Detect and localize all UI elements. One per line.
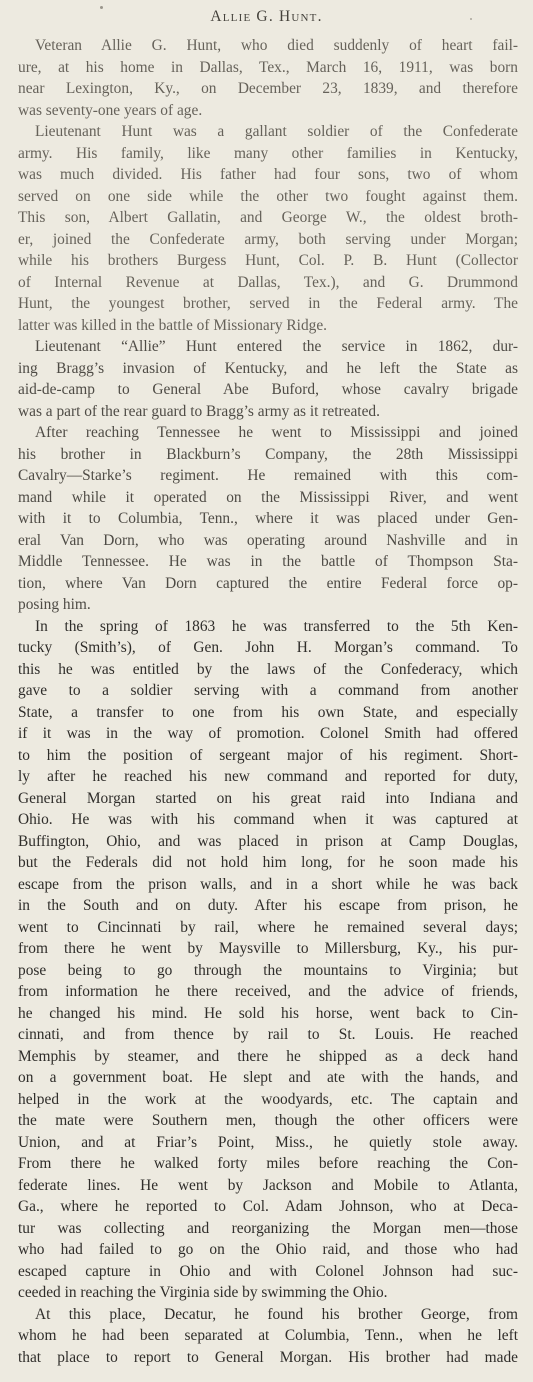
text-line: was much divided. His father had four sons, two of whom xyxy=(18,166,518,183)
text-line: tucky (Smith’s), of Gen. John H. Morgan’s command. To xyxy=(18,639,518,656)
text-line: with it to Columbia, Tenn., where it was placed under Gen- xyxy=(18,510,518,527)
text-line: Hunt, the youngest brother, served in the Federal army. The xyxy=(18,295,518,312)
text-line: he changed his mind. He sold his horse, went back to Cin- xyxy=(18,1004,518,1022)
text-line: whom he had been separated at Columbia, Tenn., when he left xyxy=(18,1327,518,1344)
text-line: was seventy-one years of age. xyxy=(18,101,203,119)
text-line: escape from the prison walls, and in a short while he was back xyxy=(18,875,518,893)
text-line: Ga., where he reported to Col. Adam Johnson, who at Deca- xyxy=(18,1198,518,1215)
text-line: on a government boat. He slept and ate with the hands, and xyxy=(18,1069,518,1086)
text-line: posing him. xyxy=(18,596,91,613)
text-line: At this place, Decatur, he found his brother George, from xyxy=(35,1305,518,1323)
text-line: In the spring of 1863 he was transferred to the 5th Ken- xyxy=(35,617,518,635)
text-line: gave to a soldier serving with a command from another xyxy=(18,682,518,699)
text-line: to him the position of sergeant major of his regiment. Short- xyxy=(18,746,518,764)
text-line: but the Federals did not hold him long, for he soon made his xyxy=(18,854,518,871)
text-line: tion, where Van Dorn captured the entire Federal force op- xyxy=(18,574,518,592)
text-line: was a part of the rear guard to Bragg’s army as it retreated. xyxy=(18,402,380,420)
text-line: ing Bragg’s invasion of Kentucky, and he left the State as xyxy=(18,359,518,377)
text-line: Memphis by steamer, and there he shipped as a deck hand xyxy=(18,1047,518,1065)
text-line: This son, Albert Gallatin, and George W., the oldest broth- xyxy=(18,209,518,226)
text-line: ure, at his home in Dallas, Tex., March 16, 1911, was born xyxy=(18,58,518,76)
text-line: helped in the work at the woodyards, etc. The captain and xyxy=(18,1090,518,1108)
paragraph xyxy=(18,35,518,121)
text-line: this he was entitled by the laws of the Confederacy, which xyxy=(18,660,518,678)
text-line: After reaching Tennessee he went to Mississippi and joined xyxy=(35,424,518,441)
text-line: from information he there received, and the advice of friends, xyxy=(18,983,518,1000)
text-line: Buffington, Ohio, and was placed in prison at Camp Douglas, xyxy=(18,832,518,850)
text-line: latter was killed in the battle of Missionary Ridge. xyxy=(18,316,328,334)
text-line: eral Van Dorn, who was operating around Nashville and in xyxy=(18,531,518,549)
paragraph xyxy=(18,422,518,616)
paragraph xyxy=(18,1304,518,1369)
text-line: er, joined the Confederate army, both serving under Morgan; xyxy=(18,230,518,248)
text-line: went to Cincinnati by rail, where he remained several days; xyxy=(18,918,518,936)
text-line: Lieutenant “Allie” Hunt entered the service in 1862, dur- xyxy=(35,338,518,355)
text-line: Veteran Allie G. Hunt, who died suddenly of heart fail- xyxy=(35,37,518,54)
article-body xyxy=(18,35,518,1368)
text-line: escaped capture in Ohio and with Colonel Johnson had suc- xyxy=(18,1262,518,1280)
text-line: if it was in the way of promotion. Colonel Smith had offered xyxy=(18,725,518,742)
text-line: the mate were Southern men, though the other officers were xyxy=(18,1112,518,1129)
text-line: cinnati, and from thence by rail to St. Louis. He reached xyxy=(18,1026,518,1043)
text-line: served on one side while the other two fought against them. xyxy=(18,187,518,205)
text-line: tur was collecting and reorganizing the Morgan men—those xyxy=(18,1219,518,1237)
text-line: in the South and on duty. After his escape from prison, he xyxy=(18,897,518,914)
text-line: Middle Tennessee. He was in the battle of Thompson Sta- xyxy=(18,553,518,570)
text-line: General Morgan started on his great raid into Indiana and xyxy=(18,789,518,807)
paragraph xyxy=(18,336,518,422)
article-title: Allie G. Hunt. xyxy=(210,8,323,25)
text-line: from there he went by Maysville to Millersburg, Ky., his pur- xyxy=(18,940,518,957)
text-line: Cavalry—Starke’s regiment. He remained with this com- xyxy=(18,467,518,484)
text-line: federate lines. He went by Jackson and Mobile to Atlanta, xyxy=(18,1176,518,1194)
text-line: while his brothers Burgess Hunt, Col. P. B. Hunt (Collector xyxy=(18,252,518,269)
article-heading xyxy=(0,8,533,26)
text-line: Ohio. He was with his command when it was captured at xyxy=(18,811,518,828)
paragraph xyxy=(18,616,518,1304)
text-line: near Lexington, Ky., on December 23, 1839, and therefore xyxy=(18,80,518,97)
text-line: Union, and at Friar’s Point, Miss., he quietly stole away. xyxy=(18,1133,518,1151)
text-line: ceeded in reaching the Virginia side by swimming the Ohio. xyxy=(18,1284,388,1301)
text-line: that place to report to General Morgan. His brother had made xyxy=(18,1348,518,1366)
text-line: his brother in Blackburn’s Company, the 28th Mississippi xyxy=(18,445,518,463)
text-line: Lieutenant Hunt was a gallant soldier of the Confederate xyxy=(35,123,518,140)
text-line: mand while it operated on the Mississippi River, and went xyxy=(18,488,518,506)
text-line: State, a transfer to one from his own State, and especially xyxy=(18,703,518,721)
text-line: From there he walked forty miles before reaching the Con- xyxy=(18,1155,518,1172)
text-line: who had failed to go on the Ohio raid, and those who had xyxy=(18,1241,518,1258)
text-line: pose being to go through the mountains to Virginia; but xyxy=(18,961,518,979)
text-line: of Internal Revenue at Dallas, Tex.), and G. Drummond xyxy=(18,273,518,291)
paragraph xyxy=(18,121,518,336)
text-line: ly after he reached his new command and reported for duty, xyxy=(18,768,518,785)
text-line: aid-de-camp to General Abe Buford, whose cavalry brigade xyxy=(18,381,518,398)
text-line: army. His family, like many other families in Kentucky, xyxy=(18,144,518,162)
